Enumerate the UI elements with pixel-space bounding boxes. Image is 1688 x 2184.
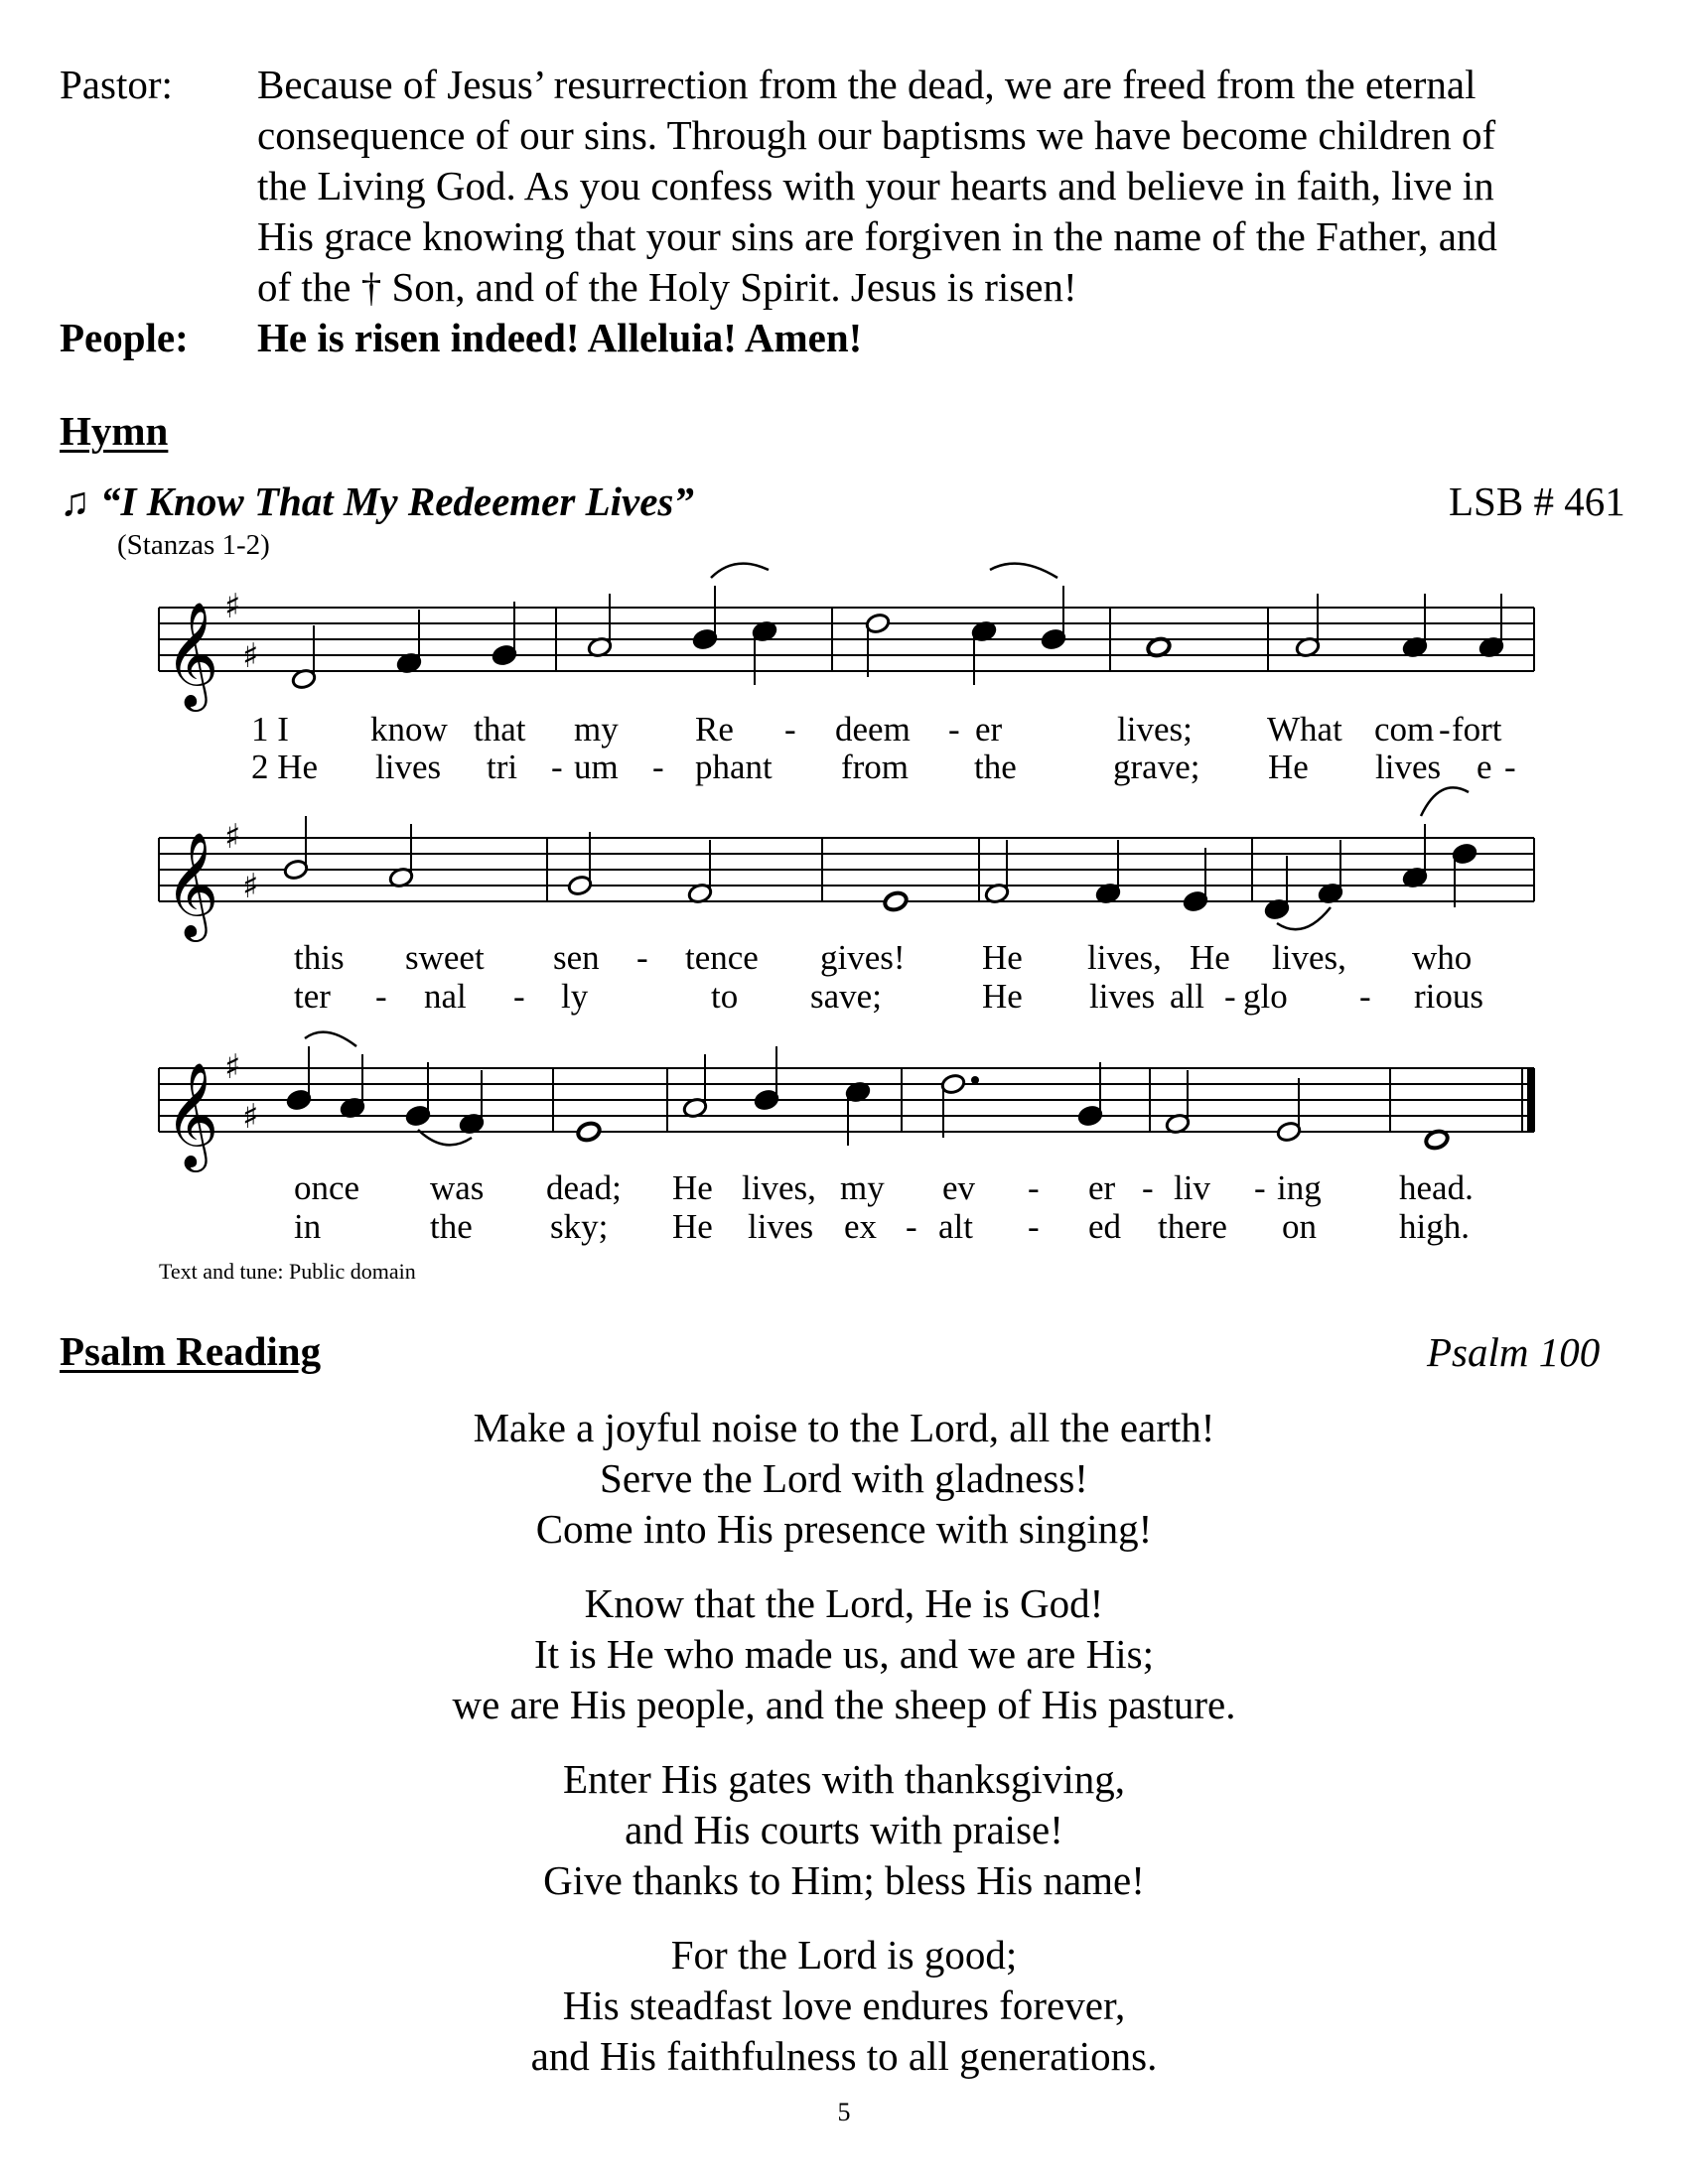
lyric-syllable: - (1028, 1207, 1040, 1246)
pastor-line: His grace knowing that your sins are forgiven in the name of the Father, and (257, 213, 1497, 259)
lyric-syllable: alt (938, 1207, 973, 1246)
lyric-syllable: ev (942, 1168, 976, 1207)
psalm-reference: Psalm 100 (1427, 1329, 1601, 1375)
treble-clef: 𝄞 (165, 601, 219, 707)
lyric-syllable: 2 He (251, 748, 319, 786)
lyric-syllable: - (1439, 710, 1451, 749)
psalm-line: It is He who made us, and we are His; (534, 1631, 1154, 1677)
note-dot (971, 1076, 979, 1084)
pastor-line: the Living God. As you confess with your hearts and believe in faith, live in (257, 163, 1494, 208)
hymn-credit: Text and tune: Public domain (159, 1259, 416, 1284)
note-head (576, 1121, 602, 1144)
slur (990, 564, 1057, 578)
final-barline (1527, 1068, 1535, 1132)
hymn-title: “I Know That My Redeemer Lives” (100, 478, 694, 524)
lyric-syllable: lives, (1087, 938, 1162, 977)
lyrics-system-1-verse-2 (0, 748, 1688, 787)
lyric-syllable: this (294, 938, 345, 977)
sharp-sign: ♯ (224, 817, 241, 857)
lyric-syllable: the (974, 748, 1017, 786)
lyric-syllable: liv (1174, 1168, 1210, 1207)
lyrics-system-1-verse-1 (0, 710, 1688, 750)
lyric-syllable: my (840, 1168, 885, 1207)
lyric-syllable: sweet (405, 938, 485, 977)
lyric-syllable: e (1477, 748, 1492, 786)
lyric-syllable: there (1158, 1207, 1227, 1246)
lyric-syllable: tence (685, 938, 759, 977)
lyric-syllable: - (1224, 977, 1236, 1016)
lyric-syllable: ter (294, 977, 331, 1016)
lyric-syllable: Re (695, 710, 734, 749)
hymn-number: LSB # 461 (1449, 478, 1625, 524)
lyric-syllable: 1 I (251, 710, 289, 749)
lyric-syllable: lives, (1272, 938, 1346, 977)
lyric-syllable: once (294, 1168, 360, 1207)
lyric-syllable: - (652, 748, 664, 786)
note-head (883, 890, 909, 913)
hymn-stanzas: (Stanzas 1-2) (117, 529, 270, 561)
slur (305, 1032, 356, 1046)
lyric-syllable: lives (748, 1207, 814, 1246)
psalm-line: His steadfast love endures forever, (562, 1982, 1126, 2028)
lyric-syllable: - (1504, 748, 1516, 786)
lyrics-system-3-verse-1 (0, 1168, 1688, 1208)
lyric-syllable: that (474, 710, 526, 749)
lyric-syllable: er (975, 710, 1003, 749)
lyric-syllable: dead; (546, 1168, 622, 1207)
psalm-line: and His faithfulness to all generations. (530, 2033, 1158, 2079)
lyric-syllable: nal (424, 977, 467, 1016)
psalm-line: Enter His gates with thanksgiving, (563, 1756, 1125, 1802)
psalm-line: Serve the Lord with gladness! (600, 1455, 1088, 1501)
music-note-icon: ♫ (60, 478, 90, 524)
psalm-line: we are His people, and the sheep of His pasture. (452, 1682, 1236, 1727)
lyric-syllable: He (982, 977, 1023, 1016)
lyric-syllable: He (982, 938, 1023, 977)
lyric-syllable: on (1282, 1207, 1317, 1246)
lyric-syllable: com (1374, 710, 1435, 749)
lyric-syllable: lives; (1117, 710, 1193, 749)
lyric-syllable: He (1190, 938, 1230, 977)
lyric-syllable: - (1028, 1168, 1040, 1207)
lyric-syllable: sen (553, 938, 600, 977)
lyric-syllable: What (1267, 710, 1342, 749)
sharp-sign: ♯ (224, 587, 241, 626)
treble-clef: 𝄞 (165, 831, 219, 937)
sharp-sign: ♯ (224, 1047, 241, 1087)
lyric-syllable: save; (810, 977, 882, 1016)
lyrics-system-2-verse-1 (0, 938, 1688, 978)
sharp-sign: ♯ (242, 867, 259, 906)
psalm-line: For the Lord is good; (670, 1932, 1018, 1978)
lyric-syllable: who (1412, 938, 1473, 977)
people-response: He is risen indeed! Alleluia! Amen! (257, 315, 863, 360)
lyric-syllable: - (948, 710, 960, 749)
lyric-syllable: was (430, 1168, 485, 1207)
lyric-syllable: tri (487, 748, 518, 786)
lyric-syllable: deem (835, 710, 911, 749)
pastor-line: Because of Jesus’ resurrection from the dead, we are freed from the eternal (257, 62, 1477, 107)
sharp-sign: ♯ (242, 636, 259, 676)
lyric-syllable: in (294, 1207, 322, 1246)
lyric-syllable: gives! (820, 938, 906, 977)
lyric-syllable: ed (1088, 1207, 1122, 1246)
lyric-syllable: fort (1452, 710, 1502, 749)
lyric-syllable: He (672, 1168, 713, 1207)
psalm-line: Make a joyful noise to the Lord, all the earth! (473, 1405, 1215, 1450)
hymn-heading: Hymn (60, 408, 169, 454)
sharp-sign: ♯ (242, 1097, 259, 1137)
lyric-syllable: - (513, 977, 525, 1016)
psalm-line: Come into His presence with singing! (535, 1506, 1153, 1552)
lyric-syllable: lives, (742, 1168, 816, 1207)
page-number: 5 (837, 2098, 851, 2126)
pastor-label: Pastor: (60, 62, 173, 107)
hymn-title-line (60, 477, 694, 527)
lyric-syllable: um (574, 748, 619, 786)
lyric-syllable: ex (844, 1207, 878, 1246)
lyric-syllable: - (1142, 1168, 1154, 1207)
lyrics-system-2-verse-2 (0, 977, 1688, 1017)
lyric-syllable: rious (1414, 977, 1483, 1016)
lyric-syllable: lives (1375, 748, 1442, 786)
lyric-syllable: grave; (1113, 748, 1200, 786)
lyric-syllable: the (430, 1207, 473, 1246)
lyric-syllable: - (551, 748, 563, 786)
pastor-line: of the † Son, and of the Holy Spirit. Jesus is risen! (257, 264, 1077, 310)
lyric-syllable: phant (695, 748, 773, 786)
psalm-line: Give thanks to Him; bless His name! (543, 1857, 1145, 1903)
slur (1421, 787, 1469, 816)
lyric-syllable: er (1088, 1168, 1116, 1207)
psalm-line: and His courts with praise! (625, 1807, 1063, 1852)
lyric-syllable: - (375, 977, 387, 1016)
lyric-syllable: from (841, 748, 910, 786)
lyric-syllable: all (1170, 977, 1204, 1016)
lyric-syllable: He (1268, 748, 1309, 786)
lyric-syllable: my (574, 710, 619, 749)
people-label: People: (60, 315, 189, 360)
lyric-syllable: know (370, 710, 448, 749)
lyric-syllable: ing (1277, 1168, 1322, 1207)
lyrics-system-3-verse-2 (0, 1207, 1688, 1247)
lyric-syllable: to (711, 977, 739, 1016)
lyric-syllable: - (1254, 1168, 1266, 1207)
lyric-syllable: lives (375, 748, 442, 786)
lyric-syllable: He (672, 1207, 713, 1246)
psalm-line: Know that the Lord, He is God! (584, 1580, 1104, 1626)
slur (711, 564, 769, 578)
psalm-heading: Psalm Reading (60, 1328, 322, 1374)
pastor-line: consequence of our sins. Through our baptisms we have become children of (257, 112, 1496, 158)
treble-clef: 𝄞 (165, 1061, 219, 1167)
lyric-syllable: ly (561, 977, 589, 1016)
lyric-syllable: - (1359, 977, 1371, 1016)
lyric-syllable: lives (1089, 977, 1156, 1016)
lyric-syllable: - (636, 938, 648, 977)
lyric-syllable: glo (1243, 977, 1288, 1016)
lyric-syllable: high. (1399, 1207, 1470, 1246)
lyric-syllable: - (784, 710, 796, 749)
lyric-syllable: sky; (550, 1207, 609, 1246)
lyric-syllable: - (906, 1207, 917, 1246)
lyric-syllable: head. (1399, 1168, 1474, 1207)
